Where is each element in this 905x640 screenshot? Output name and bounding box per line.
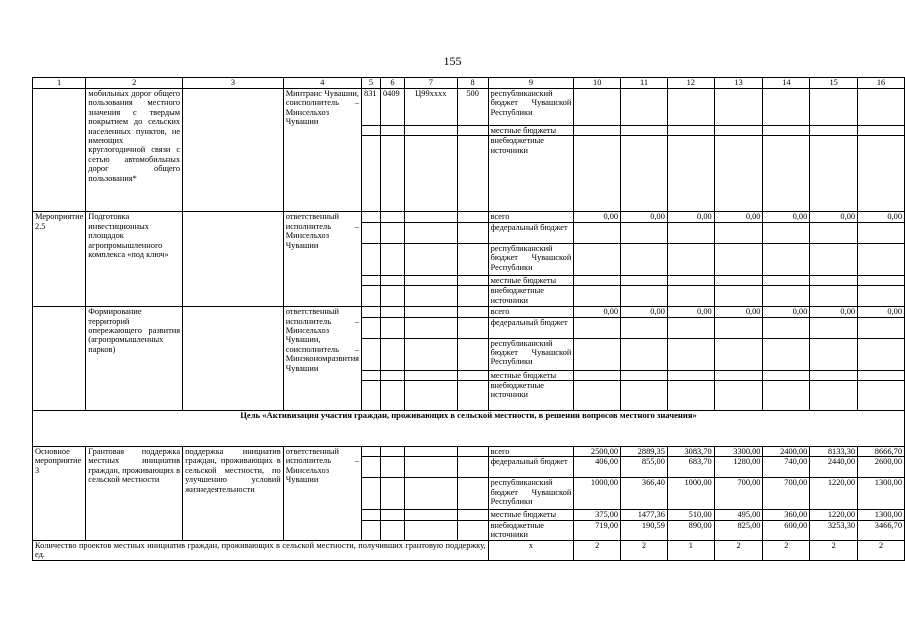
- funding-source: местные бюджеты: [488, 370, 574, 380]
- budget-code: 500: [457, 89, 488, 126]
- funding-source: федеральный бюджет: [488, 457, 574, 478]
- indicator-row: [33, 540, 905, 560]
- value-cell: 2: [858, 540, 905, 560]
- funding-source: республиканский бюджет Чувашской Республики: [488, 243, 574, 275]
- funding-source: внебюджетные источники: [488, 136, 574, 212]
- measure-goal: поддержка инициатив граждан, проживающих в сельской местности, по улучшению условий жизнедеятельности: [183, 447, 284, 541]
- value-cell: 1000,00: [667, 478, 714, 510]
- value-cell: 0,00: [714, 307, 763, 317]
- value-cell: 0,00: [621, 212, 668, 222]
- value-cell: 2: [763, 540, 810, 560]
- measure-id: Мероприятие 2.5: [33, 212, 86, 307]
- value-cell: 2500,00: [574, 447, 621, 457]
- table-row: [33, 307, 905, 317]
- value-cell: 600,00: [763, 520, 810, 540]
- funding-source: федеральный бюджет: [488, 222, 574, 243]
- col-header: 12: [667, 78, 714, 89]
- value-cell: 683,70: [667, 457, 714, 478]
- value-cell: 1: [667, 540, 714, 560]
- value-cell: 8133,30: [810, 447, 858, 457]
- value-cell: 375,00: [574, 510, 621, 520]
- col-header: 10: [574, 78, 621, 89]
- value-cell: 1000,00: [574, 478, 621, 510]
- col-header: 13: [714, 78, 763, 89]
- indicator-x: х: [488, 540, 574, 560]
- value-cell: 2440,00: [810, 457, 858, 478]
- col-header: 9: [488, 78, 574, 89]
- value-cell: 1220,00: [810, 510, 858, 520]
- col-header: 7: [404, 78, 457, 89]
- value-cell: 1477,36: [621, 510, 668, 520]
- measure-name: Грантовая поддержка местных инициатив граждан, проживающих в сельской местности: [86, 447, 183, 541]
- table-row: [33, 89, 905, 126]
- value-cell: 0,00: [667, 307, 714, 317]
- budget-code: 0409: [380, 89, 404, 126]
- funding-source: внебюджетные источники: [488, 520, 574, 540]
- value-cell: 3300,00: [714, 447, 763, 457]
- executor: Минтранс Чувашии, соисполнитель – Минсельхоз Чувашии: [283, 89, 361, 212]
- value-cell: 0,00: [667, 212, 714, 222]
- value-cell: 0,00: [858, 212, 905, 222]
- funding-source: внебюджетные источники: [488, 286, 574, 307]
- value-cell: 2: [621, 540, 668, 560]
- budget-code: Ц99хххх: [404, 89, 457, 126]
- col-header: 8: [457, 78, 488, 89]
- value-cell: 2: [714, 540, 763, 560]
- value-cell: 8666,70: [858, 447, 905, 457]
- cell: [183, 89, 284, 212]
- col-header: 16: [858, 78, 905, 89]
- measure-id: Основное мероприятие 3: [33, 447, 86, 541]
- measure-name: Подготовка инвестиционных площадок агропромышленного комплекса «под ключ»: [86, 212, 183, 307]
- cell: [183, 307, 284, 411]
- value-cell: 1220,00: [810, 478, 858, 510]
- value-cell: 3253,30: [810, 520, 858, 540]
- value-cell: 3083,70: [667, 447, 714, 457]
- goal-title: Цель «Активизация участия граждан, проживающих в сельской местности, в решении вопросов местного значения»: [33, 411, 905, 447]
- value-cell: 366,40: [621, 478, 668, 510]
- cell: [33, 307, 86, 411]
- indicator-label: Количество проектов местных инициатив граждан, проживающих в сельской местности, получивших грантовую поддержку, ед.: [33, 540, 489, 560]
- measure-name: мобильных дорог общего пользования местного значения с твердым покрытием до сельских населенных пунктов, не имеющих круглогодичной связи с сетью автомобильных дорог общего пользования*: [86, 89, 183, 212]
- value-cell: 360,00: [763, 510, 810, 520]
- value-cell: 0,00: [574, 307, 621, 317]
- value-cell: 406,00: [574, 457, 621, 478]
- measure-name: Формирование территорий опережающего развития (агропромышленных парков): [86, 307, 183, 411]
- value-cell: 0,00: [858, 307, 905, 317]
- col-header: 3: [183, 78, 284, 89]
- funding-source: внебюджетные источники: [488, 381, 574, 411]
- value-cell: 1300,00: [858, 478, 905, 510]
- goal-row: [33, 411, 905, 447]
- value-cell: 0,00: [621, 307, 668, 317]
- value-cell: 2889,35: [621, 447, 668, 457]
- value-cell: 1280,00: [714, 457, 763, 478]
- executor: ответственный исполнитель – Минсельхоз Чувашии: [283, 447, 361, 541]
- value-cell: 700,00: [714, 478, 763, 510]
- value-cell: 2: [810, 540, 858, 560]
- value-cell: 2: [574, 540, 621, 560]
- col-header: 14: [763, 78, 810, 89]
- value-cell: 740,00: [763, 457, 810, 478]
- funding-source: республиканский бюджет Чувашской Республики: [488, 478, 574, 510]
- col-header: 5: [362, 78, 381, 89]
- funding-source: всего: [488, 212, 574, 222]
- funding-source: местные бюджеты: [488, 510, 574, 520]
- col-header: 1: [33, 78, 86, 89]
- value-cell: 0,00: [810, 212, 858, 222]
- value-cell: 190,59: [621, 520, 668, 540]
- value-cell: 700,00: [763, 478, 810, 510]
- col-header: 15: [810, 78, 858, 89]
- value-cell: 890,00: [667, 520, 714, 540]
- value-cell: 719,00: [574, 520, 621, 540]
- col-header: 11: [621, 78, 668, 89]
- col-header: 4: [283, 78, 361, 89]
- funding-source: федеральный бюджет: [488, 317, 574, 338]
- value-cell: 825,00: [714, 520, 763, 540]
- value-cell: 0,00: [763, 212, 810, 222]
- budget-code: 831: [362, 89, 381, 126]
- program-table: [32, 77, 905, 561]
- executor: ответственный исполнитель – Минсельхоз Чувашии: [283, 212, 361, 307]
- value-cell: 0,00: [714, 212, 763, 222]
- col-header: 6: [380, 78, 404, 89]
- cell: [33, 89, 86, 212]
- value-cell: 0,00: [763, 307, 810, 317]
- value-cell: 0,00: [810, 307, 858, 317]
- value-cell: 1300,00: [858, 510, 905, 520]
- value-cell: 0,00: [574, 212, 621, 222]
- value-cell: 855,00: [621, 457, 668, 478]
- executor: ответственный исполнитель – Минсельхоз Чувашии, соисполнитель – Минэкономразвития Чувашии: [283, 307, 361, 411]
- value-cell: 495,00: [714, 510, 763, 520]
- value-cell: 510,00: [667, 510, 714, 520]
- funding-source: республиканский бюджет Чувашской Республики: [488, 89, 574, 126]
- value-cell: 3466,70: [858, 520, 905, 540]
- value-cell: 2600,00: [858, 457, 905, 478]
- table-row: [33, 447, 905, 457]
- funding-source: всего: [488, 447, 574, 457]
- column-numbers-row: [33, 78, 905, 89]
- funding-source: республиканский бюджет Чувашской Республики: [488, 338, 574, 370]
- funding-source: местные бюджеты: [488, 275, 574, 285]
- funding-source: всего: [488, 307, 574, 317]
- value-cell: 2400,00: [763, 447, 810, 457]
- table-row: [33, 212, 905, 222]
- col-header: 2: [86, 78, 183, 89]
- page-number: 155: [443, 54, 462, 68]
- funding-source: местные бюджеты: [488, 126, 574, 136]
- cell: [183, 212, 284, 307]
